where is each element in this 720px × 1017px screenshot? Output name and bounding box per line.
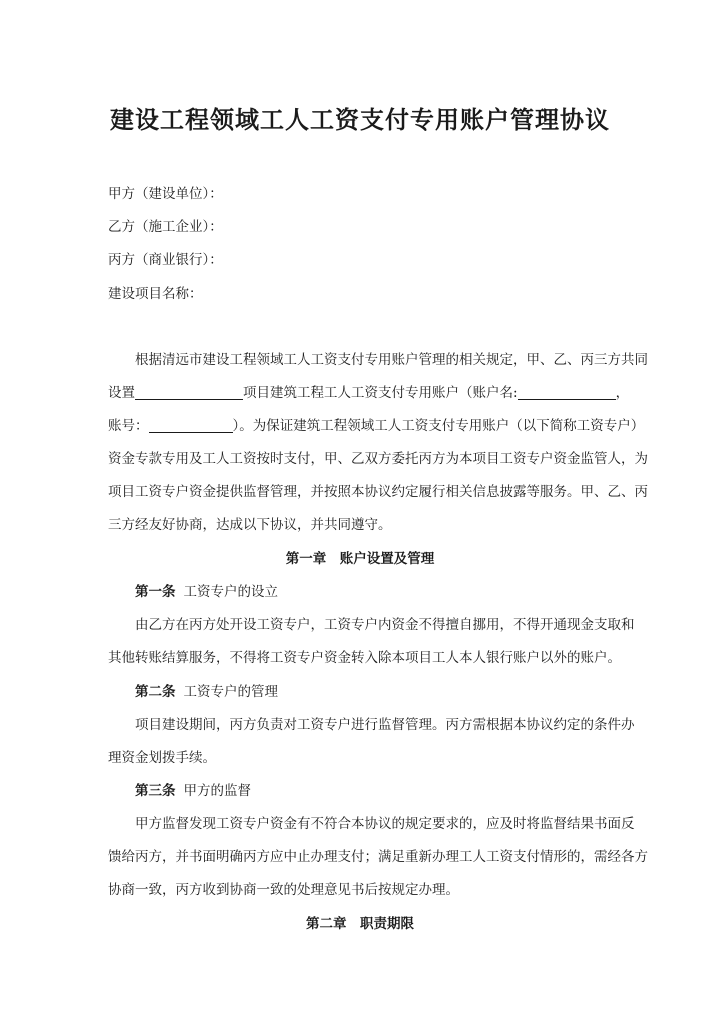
article-2-title: 工资专户的管理 bbox=[183, 684, 278, 700]
preamble-line-1: 根据清远市建设工程领域工人工资支付专用账户管理的相关规定，甲、乙、丙三方共同 bbox=[135, 352, 648, 368]
chapter-2-heading: 第二章 职责期限 bbox=[306, 916, 414, 932]
article-1-heading bbox=[135, 580, 278, 600]
article-3-heading bbox=[135, 779, 251, 799]
party-a-label: 甲方（建设单位）： bbox=[108, 186, 223, 202]
article-3-line-2: 馈给丙方，并书面明确丙方应中止办理支付；满足重新办理工人工资支付情形的，需经各方 bbox=[108, 849, 648, 865]
article-2-number: 第二条 bbox=[135, 684, 176, 700]
preamble-line-5: 项目工资专户资金提供监督管理，并按照本协议约定履行相关信息披露等服务。甲、乙、丙 bbox=[108, 484, 648, 500]
article-3-number: 第三条 bbox=[135, 783, 176, 799]
preamble-line-3 bbox=[108, 414, 644, 434]
preamble-line-3-a: 账号： bbox=[108, 418, 149, 434]
preamble-line-6: 三方经友好协商，达成以下协议，并共同遵守。 bbox=[108, 517, 392, 533]
article-3-line-3: 协商一致，丙方收到协商一致的处理意见书后按规定办理。 bbox=[108, 882, 459, 898]
preamble-line-2-a: 设置 bbox=[108, 385, 135, 401]
account-number-blank bbox=[149, 418, 233, 433]
preamble-line-4: 资金专款专用及工人工资按时支付，甲、乙双方委托丙方为本项目工资专户资金监管人，为 bbox=[108, 451, 648, 467]
preamble-line-3-b: ）。为保证建筑工程领域工人工资支付专用账户（以下简称工资专户） bbox=[232, 418, 645, 434]
chapter-1-heading: 第一章 账户设置及管理 bbox=[285, 551, 435, 567]
preamble-line-2 bbox=[108, 381, 629, 401]
article-2-line-2: 理资金划拨手续。 bbox=[108, 750, 216, 766]
project-name-label: 建设项目名称： bbox=[108, 286, 203, 302]
article-1-number: 第一条 bbox=[135, 584, 176, 600]
party-c-label: 丙方（商业银行）： bbox=[108, 252, 223, 268]
article-2-heading bbox=[135, 680, 278, 700]
account-name-blank bbox=[518, 385, 616, 400]
preamble-line-2-c: ， bbox=[615, 385, 630, 401]
article-3-title: 甲方的监督 bbox=[183, 783, 251, 799]
article-1-line-2: 其他转账结算服务，不得将工资专户资金转入除本项目工人本人银行账户以外的账户。 bbox=[108, 650, 621, 666]
party-b-label: 乙方（施工企业）： bbox=[108, 219, 223, 235]
article-3-line-1: 甲方监督发现工资专户资金有不符合本协议的规定要求的，应及时将监督结果书面反 bbox=[135, 816, 635, 832]
article-1-line-1: 由乙方在丙方处开设工资专户，工资专户内资金不得擅自挪用，不得开通现金支取和 bbox=[135, 617, 635, 633]
preamble-line-2-b: 项目建筑工程工人工资支付专用账户（账户名: bbox=[243, 385, 518, 401]
document-title: 建设工程领域工人工资支付专用账户管理协议 bbox=[110, 106, 610, 134]
article-2-line-1: 项目建设期间，丙方负责对工资专户进行监督管理。丙方需根据本协议约定的条件办 bbox=[135, 717, 635, 733]
article-1-title: 工资专户的设立 bbox=[183, 584, 278, 600]
project-name-blank bbox=[135, 385, 243, 400]
